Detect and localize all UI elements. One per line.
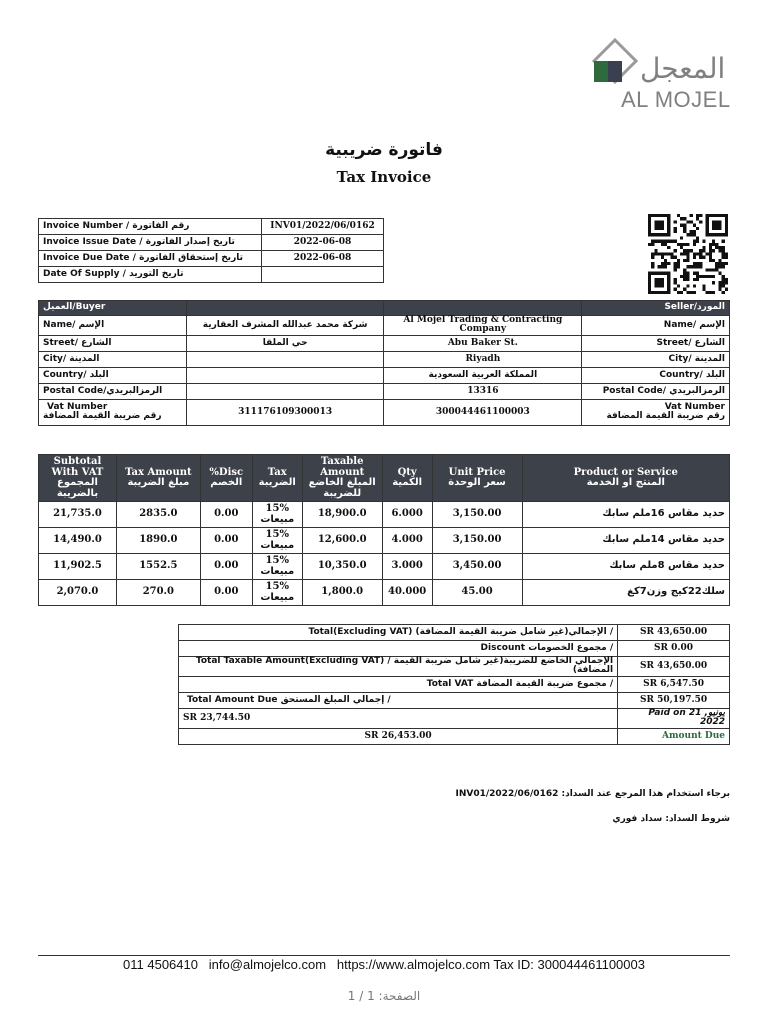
cell-tax [252, 554, 302, 580]
total-due-label: Total Amount Due إجمالي المبلغ المستحق / [179, 692, 618, 708]
col-taxable-en: Taxable Amount [320, 456, 365, 478]
col-tax-amount-en: Tax Amount [125, 466, 192, 478]
discount-value: SR 0.00 [618, 641, 730, 657]
cell-qty: 40.000 [382, 580, 432, 606]
col-disc [200, 455, 252, 502]
total-taxable-label: Total Taxable Amount(Excluding VAT) / الإجمالي الخاضع للضريبة(غير شامل ضريبة القيمة المضافة) [179, 657, 618, 677]
seller-vat-label-en: Vat Number [664, 401, 725, 412]
cell-unit-price: 3,150.00 [432, 502, 522, 528]
cell-product: حديد مقاس 8ملم سابك [522, 554, 730, 580]
seller-vat-number: 300044461100003 [384, 399, 582, 425]
cell-tax-name: مبيعات [260, 539, 295, 551]
col-product [522, 455, 730, 502]
seller-field-label: Name/ الإسم [582, 316, 730, 336]
info-label: Date Of Supply / تاريخ التوريد [39, 267, 262, 283]
info-row [39, 267, 384, 283]
total-taxable-value: SR 43,650.00 [618, 657, 730, 677]
buyer-field-label: Country/ البلد [39, 367, 187, 383]
seller-postal-code: 13316 [384, 383, 582, 399]
payment-reference [456, 789, 731, 799]
party-row [39, 316, 730, 336]
cell-tax-pct: 15% [265, 581, 289, 592]
cell-tax [252, 580, 302, 606]
buyer-vat-label [39, 399, 187, 425]
cell-disc: 0.00 [200, 528, 252, 554]
buyer-city [186, 351, 384, 367]
cell-product: حديد مقاس 16ملم سابك [522, 502, 730, 528]
cell-tax [252, 528, 302, 554]
cell-qty: 6.000 [382, 502, 432, 528]
buyer-country [186, 367, 384, 383]
info-row [39, 251, 384, 267]
cell-subtotal: 21,735.0 [39, 502, 117, 528]
party-row [39, 335, 730, 351]
buyer-header: العميل/Buyer [39, 301, 187, 316]
seller-street: Abu Baker St. [384, 335, 582, 351]
totals-row [179, 625, 730, 641]
info-label: Invoice Issue Date / تاريخ إصدار الفاتورة [39, 235, 262, 251]
seller-vat-label-ar: رقم ضريبة القيمة المضافة [606, 411, 725, 422]
title-english: Tax Invoice [336, 168, 432, 186]
cell-qty: 4.000 [382, 528, 432, 554]
cell-tax-amount: 1552.5 [116, 554, 200, 580]
info-label: Invoice Due Date / تاريخ إستحقاق الفاتورة [39, 251, 262, 267]
seller-field-label: Street/ الشارع [582, 335, 730, 351]
col-qty [382, 455, 432, 502]
col-qty-en: Qty [397, 466, 417, 478]
info-row [39, 219, 384, 235]
cell-qty: 3.000 [382, 554, 432, 580]
total-excl-vat-value: SR 43,650.00 [618, 625, 730, 641]
cell-product: حديد مقاس 14ملم سابك [522, 528, 730, 554]
cell-taxable: 18,900.0 [302, 502, 382, 528]
col-subtotal-ar: المجموع بالضريبة [56, 477, 99, 499]
col-tax-amount [116, 455, 200, 502]
buyer-postal-code [186, 383, 384, 399]
totals-row [179, 641, 730, 657]
cell-unit-price: 3,150.00 [432, 528, 522, 554]
col-disc-en: %Disc [209, 466, 244, 478]
cell-tax-pct: 15% [265, 555, 289, 566]
totals-row [179, 692, 730, 708]
footer-contact: 011 4506410 info@almojelco.com https://www.almojelco.com Tax ID: 300044461100003 [123, 957, 645, 972]
cell-product: سلك22كيج وزن7كغ [522, 580, 730, 606]
cell-tax-amount: 1890.0 [116, 528, 200, 554]
discount-label: Discount مجموع الخصومات / [179, 641, 618, 657]
company-logo-mark [592, 38, 638, 84]
cell-disc: 0.00 [200, 554, 252, 580]
col-disc-ar: الخصم [210, 477, 243, 488]
total-vat-label: Total VAT مجموع ضريبة القيمة المضافة / [179, 676, 618, 692]
cell-tax [252, 502, 302, 528]
seller-field-label: Postal Code/ الرمزالبريدي [582, 383, 730, 399]
info-label: Invoice Number / رقم الفاتورة [39, 219, 262, 235]
total-vat-value: SR 6,547.50 [618, 676, 730, 692]
col-subtotal [39, 455, 117, 502]
table-row [39, 580, 730, 606]
invoice-info-table [38, 218, 384, 283]
party-row-vat [39, 399, 730, 425]
due-date: 2022-06-08 [262, 251, 384, 267]
parties-header [39, 301, 730, 316]
cell-tax-pct: 15% [265, 503, 289, 514]
amount-due-value: SR 26,453.00 [179, 728, 618, 744]
cell-disc: 0.00 [200, 502, 252, 528]
seller-field-label: Country/ البلد [582, 367, 730, 383]
party-row [39, 367, 730, 383]
total-due-value: SR 50,197.50 [618, 692, 730, 708]
cell-unit-price: 3,450.00 [432, 554, 522, 580]
paid-label: Paid on 21 يونيو, 2022 [618, 708, 730, 728]
cell-taxable: 12,600.0 [302, 528, 382, 554]
cell-tax-pct: 15% [265, 529, 289, 540]
cell-unit-price: 45.00 [432, 580, 522, 606]
title-arabic: فاتورة ضريبية [325, 140, 443, 160]
col-tax-amount-ar: مبلغ الضريبة [127, 477, 190, 488]
col-product-en: Product or Service [573, 466, 678, 478]
logo-arabic-text: المعجل [640, 52, 726, 85]
col-tax-en: Tax [267, 466, 287, 478]
party-row [39, 351, 730, 367]
cell-tax-name: مبيعات [260, 591, 295, 603]
col-tax-ar: الضريبة [258, 477, 296, 488]
table-row [39, 554, 730, 580]
cell-taxable: 10,350.0 [302, 554, 382, 580]
col-subtotal-en: Subtotal With VAT [51, 456, 104, 478]
info-row [39, 235, 384, 251]
buyer-field-label: Postal Code/الرمزالبريدي [39, 383, 187, 399]
totals-table [178, 624, 730, 745]
col-qty-ar: الكمية [392, 477, 423, 488]
parties-table [38, 300, 730, 426]
supply-date [262, 267, 384, 283]
cell-disc: 0.00 [200, 580, 252, 606]
seller-city: Riyadh [384, 351, 582, 367]
payment-row [179, 708, 730, 728]
items-header [39, 455, 730, 502]
seller-country: المملكة العربية السعودية [384, 367, 582, 383]
buyer-street: حي الملقا [186, 335, 384, 351]
issue-date: 2022-06-08 [262, 235, 384, 251]
table-row [39, 502, 730, 528]
cell-taxable: 1,800.0 [302, 580, 382, 606]
col-unit-price-ar: سعر الوحدة [448, 477, 506, 488]
seller-vat-label [582, 399, 730, 425]
cell-tax-amount: 2835.0 [116, 502, 200, 528]
col-tax [252, 455, 302, 502]
col-product-ar: المنتج او الخدمة [586, 477, 665, 488]
buyer-vat-number: 311176109300013 [186, 399, 384, 425]
party-row [39, 383, 730, 399]
line-items-table [38, 454, 730, 606]
payment-terms: شروط السداد: سداد فوري [612, 814, 730, 824]
cell-tax-name: مبيعات [260, 513, 295, 525]
buyer-vat-label-ar: رقم ضريبة القيمة المضافة [43, 411, 162, 422]
col-unit-price [432, 455, 522, 502]
col-taxable-ar: المبلغ الخاضع للضريبة [308, 477, 376, 499]
cell-subtotal: 2,070.0 [39, 580, 117, 606]
buyer-name: شركة محمد عبدالله المشرف العقارية [186, 316, 384, 336]
totals-row [179, 657, 730, 677]
invoice-number: INV01/2022/06/0162 [262, 219, 384, 235]
buyer-vat-label-en: Vat Number [47, 401, 108, 412]
paid-value: SR 23,744.50 [179, 708, 618, 728]
cell-tax-amount: 270.0 [116, 580, 200, 606]
col-unit-price-en: Unit Price [448, 466, 506, 478]
col-taxable [302, 455, 382, 502]
cell-subtotal: 11,902.5 [39, 554, 117, 580]
page-number: الصفحة: 1 / 1 [347, 989, 421, 1003]
buyer-field-label: City/ المدينة [39, 351, 187, 367]
buyer-field-label: Street/ الشارع [39, 335, 187, 351]
cell-subtotal: 14,490.0 [39, 528, 117, 554]
payment-reference-value: INV01/2022/06/0162 [455, 789, 559, 799]
cell-tax-name: مبيعات [260, 565, 295, 577]
payment-reference-label: برجاء استخدام هذا المرجع عند السداد: [561, 789, 730, 799]
totals-row [179, 676, 730, 692]
buyer-field-label: Name/ الإسم [39, 316, 187, 336]
total-excl-vat-label: Total(Excluding VAT) الإجمالي(غير شامل ضريبة القيمة المضافة) / [179, 625, 618, 641]
seller-name: Al Mojel Trading & Contracting Company [384, 316, 582, 336]
footer-divider [38, 955, 730, 956]
logo-english-text: AL MOJEL [621, 87, 731, 112]
amount-due-label: Amount Due [618, 728, 730, 744]
table-row [39, 528, 730, 554]
seller-header: Seller/المورد [582, 301, 730, 316]
amount-due-row [179, 728, 730, 744]
seller-field-label: City/ المدينة [582, 351, 730, 367]
qr-code-icon [647, 214, 729, 294]
